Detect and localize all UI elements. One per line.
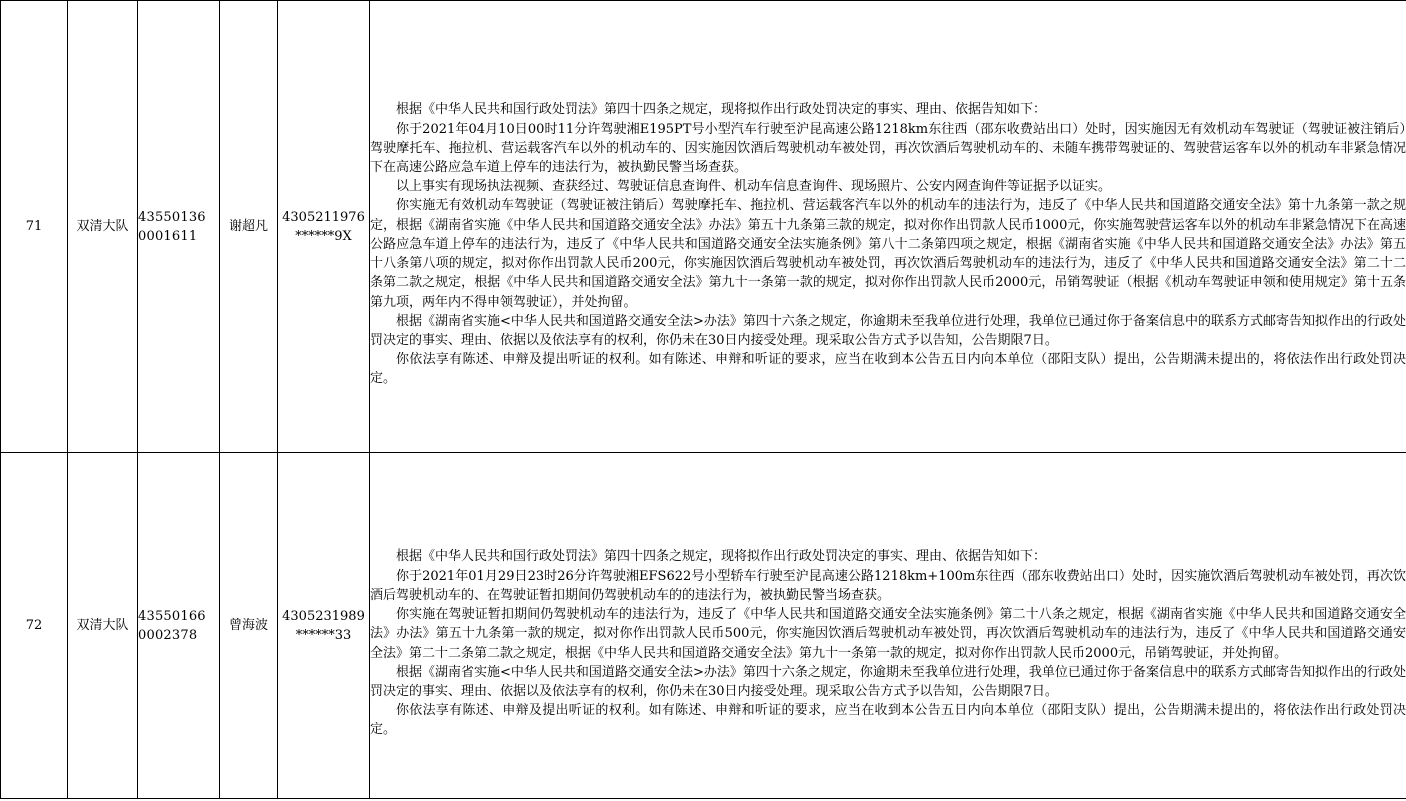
case-code-line1: 43550166 xyxy=(138,608,206,624)
notice-paragraph: 根据《中华人民共和国行政处罚法》第四十四条之规定，现将拟作出行政处罚决定的事实、理由、依据告知如下： xyxy=(396,102,1047,118)
notice-paragraph: 你实施在驾驶证暂扣期间仍驾驶机动车的违法行为，违反了《中华人民共和国道路交通安全法实施条例》第二十八条之规定，根据《湖南省实施《中华人民共和国道路交通安全法》办法》第五十九条第一款的规定，拟对你作出罚款人民币500元，你实施因饮酒后驾驶机动车被处罚，再次饮酒后驾驶机动车的违法行为，违反了《中华人民共和国道路交通安全法》第二十二条第二款之规定，根据《中华人民共和国道路交通安全法》第九十一条第一款的规定，拟对你作出罚款人民币2000元，吊销驾驶证，并处拘留。 xyxy=(370,607,1406,661)
table-row xyxy=(1,1,1406,453)
id-number-line1: 4305211976 xyxy=(282,209,365,225)
notice-paragraph: 以上事实有现场执法视频、查获经过、驾驶证信息查询件、机动车信息查询件、现场照片、公安内网查询件等证据予以证实。 xyxy=(396,179,1112,195)
id-number-line2: ******9X xyxy=(295,228,352,244)
notice-paragraph: 根据《湖南省实施<中华人民共和国道路交通安全法>办法》第四十六条之规定，你逾期未至我单位进行处理，我单位已通过你于备案信息中的联系方式邮寄告知拟作出的行政处罚决定的事实、理由、依据以及依法享有的权利，你仍未在30日内接受处理。现采取公告方式予以告知，公告期限7日。 xyxy=(370,313,1406,348)
id-number xyxy=(278,453,370,799)
notice-content xyxy=(370,1,1406,453)
id-number xyxy=(278,1,370,453)
table-row xyxy=(1,453,1406,799)
unit-name: 双清大队 xyxy=(68,1,138,453)
notice-paragraph: 你于2021年04月10日00时11分许驾驶湘E195PT号小型汽车行驶至沪昆高速公路1218km东往西（邵东收费站出口）处时，因实施因无有效机动车驾驶证（驾驶证被注销后）驾驶摩托车、拖拉机、营运载客汽车以外的机动车的、因实施因饮酒后驾驶机动车被处罚，再次饮酒后驾驶机动车的、未随车携带驾驶证的、驾驶营运客车以外的机动车非紧急情况下在高速公路应急车道上停车的违法行为，被执勤民警当场查获。 xyxy=(370,121,1406,176)
notice-paragraph: 你依法享有陈述、申辩及提出听证的权利。如有陈述、申辩和听证的要求，应当在收到本公告五日内向本单位（邵阳支队）提出，公告期满未提出的，将依法作出行政处罚决定。 xyxy=(370,703,1406,738)
case-code-line2: 0001611 xyxy=(138,228,198,244)
notice-paragraph: 你依法享有陈述、申辩及提出听证的权利。如有陈述、申辩和听证的要求，应当在收到本公告五日内向本单位（邵阳支队）提出，公告期满未提出的，将依法作出行政处罚决定。 xyxy=(370,352,1406,387)
row-number: 71 xyxy=(1,1,68,453)
case-code xyxy=(138,1,220,453)
case-code xyxy=(138,453,220,799)
person-name: 谢超凡 xyxy=(220,1,278,453)
notice-paragraph: 根据《中华人民共和国行政处罚法》第四十四条之规定，现将拟作出行政处罚决定的事实、理由、依据告知如下： xyxy=(396,549,1047,565)
id-number-line2: ******33 xyxy=(295,627,352,643)
notice-content xyxy=(370,453,1406,799)
notice-paragraph: 根据《湖南省实施<中华人民共和国道路交通安全法>办法》第四十六条之规定，你逾期未至我单位进行处理，我单位已通过你于备案信息中的联系方式邮寄告知拟作出的行政处罚决定的事实、理由、依据以及依法享有的权利，你仍未在30日内接受处理。现采取公告方式予以告知，公告期限7日。 xyxy=(370,664,1406,699)
case-code-line1: 43550136 xyxy=(138,209,206,225)
notice-paragraph: 你实施无有效机动车驾驶证（驾驶证被注销后）驾驶摩托车、拖拉机、营运载客汽车以外的机动车的违法行为，违反了《中华人民共和国道路交通安全法》第十九条第一款之规定，根据《湖南省实施《中华人民共和国道路交通安全法》办法》第五十九条第三款的规定，拟对你作出罚款人民币1000元，你实施驾驶营运客车以外的机动车非紧急情况下在高速公路应急车道上停车的违法行为，违反了《中华人民共和国道路交通安全法实施条例》第八十二条第四项之规定，根据《湖南省实施《中华人民共和国道路交通安全法》办法》第五十八条第八项的规定，拟对你作出罚款人民币200元，你实施因饮酒后驾驶机动车被处罚，再次饮酒后驾驶机动车的违法行为，违反了《中华人民共和国道路交通安全法》第二十二条第二款之规定，根据《中华人民共和国道路交通安全法》第九十一条第一款的规定，拟对你作出罚款人民币2000元，吊销驾驶证（根据《机动车驾驶证申领和使用规定》第十五条第九项，两年内不得申领驾驶证），并处拘留。 xyxy=(370,198,1406,310)
case-code-line2: 0002378 xyxy=(138,627,198,643)
unit-name: 双清大队 xyxy=(68,453,138,799)
notice-paragraph: 你于2021年01月29日23时26分许驾驶湘EFS622号小型轿车行驶至沪昆高速公路1218km+100m东往西（邵东收费站出口）处时，因实施饮酒后驾驶机动车被处罚，再次饮酒后驾驶机动车的、在驾驶证暂扣期间仍驾驶机动车的的违法行为，被执勤民警当场查获。 xyxy=(370,568,1406,603)
person-name: 曾海波 xyxy=(220,453,278,799)
row-number: 72 xyxy=(1,453,68,799)
id-number-line1: 4305231989 xyxy=(282,608,365,624)
